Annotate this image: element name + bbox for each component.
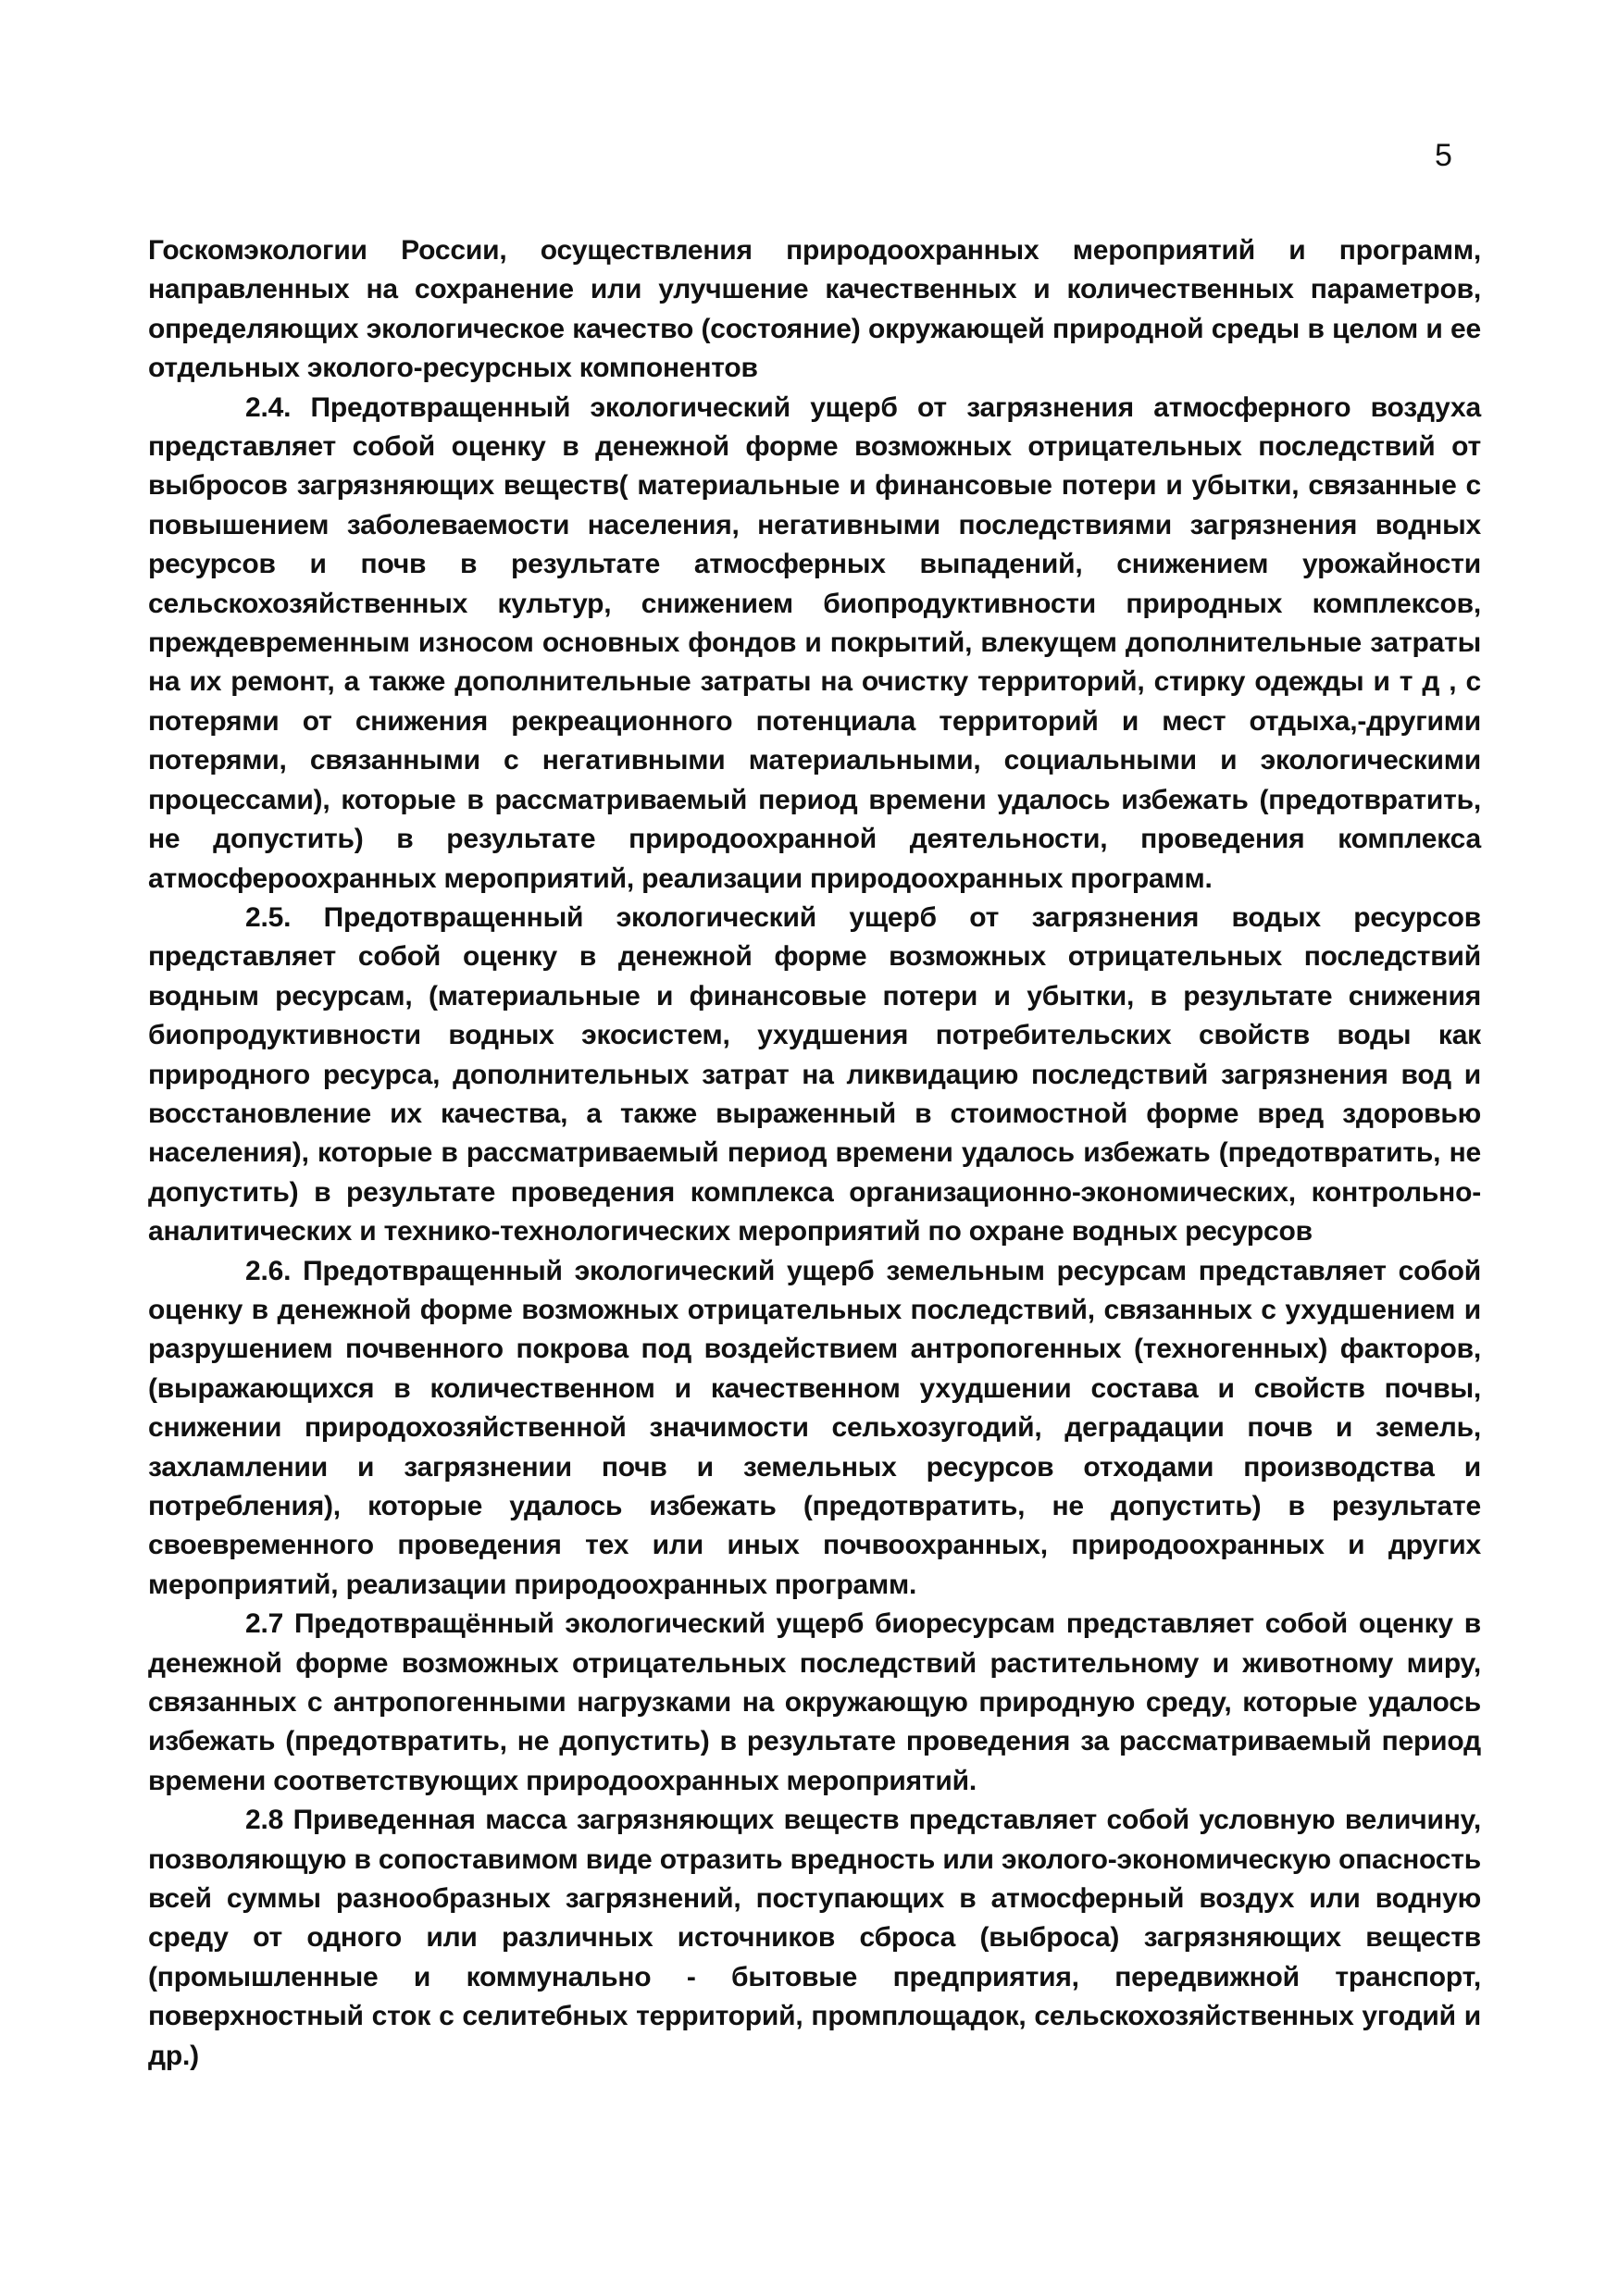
paragraph-intro: Госкомэкологии России, осуществления природоохранных мероприятий и программ, направленных на сохранение или улучшение качественных и количественных параметров, определяющих экологическое качество (состояние) окружающей природной среды в целом и ее отдельных эколого-ресурсных компонентов [148, 235, 1481, 384]
document-body [148, 231, 1481, 2076]
paragraph-2-5: 2.5. Предотвращенный экологический ущерб от загрязнения водых ресурсов представляет собой оценку в денежной форме возможных отрицательных последствий водным ресурсам, (материальные и финансовые потери и убытки, в результате снижения биопродуктивности водных экосистем, ухудшения потребительских свойств воды как природного ресурса, дополнительных затрат на ликвидацию последствий загрязнения вод и восстановление их качества, а также выраженный в стоимостной форме вред здоровью населения), которые в рассматриваемый период времени удалось избежать (предотвратить, не допустить) в результате проведения комплекса организационно-экономических, контрольно-аналитических и технико-технологических мероприятий по охране водных ресурсов [148, 901, 1481, 1247]
paragraph-2-4: 2.4. Предотвращенный экологический ущерб от загрязнения атмосферного воздуха представляет собой оценку в денежной форме возможных отрицательных последствий от выбросов загрязняющих веществ( материальные и финансовые потери и убытки, связанные с повышением заболеваемости населения, негативными последствиями загрязнения водных ресурсов и почв в результате атмосферных выпадений, снижением урожайности сельскохозяйственных культур, снижением биопродуктивности природных комплексов, преждевременным износом основных фондов и покрытий, влекущем дополнительные затраты на их ремонт, а также дополнительные затраты на очистку территорий, стирку одежды и т д , с потерями от снижения рекреационного потенциала территорий и мест отдыха,-другими потерями, связанными с негативными материальными, социальными и экологическими процессами), которые в рассматриваемый период времени удалось избежать (предотвратить, не допустить) в результате природоохранной деятельности, проведения комплекса атмосфероохранных мероприятий, реализации природоохранных программ. [148, 391, 1481, 894]
paragraph-2-7: 2.7 Предотвращённый экологический ущерб биоресурсам представляет собой оценку в денежной форме возможных отрицательных последствий растительному и животному миру, связанных с антропогенными нагрузками на окружающую природную среду, которые удалось избежать (предотвратить, не допустить) в результате проведения за рассматриваемый период времени соответствующих природоохранных мероприятий. [148, 1608, 1481, 1796]
page-number: 5 [1435, 138, 1452, 173]
paragraph-2-8: 2.8 Приведенная масса загрязняющих веществ представляет собой условную величину, позволяющую в сопоставимом виде отразить вредность или эколого-экономическую опасность всей суммы разнообразных загрязнений, поступающих в атмосферный воздух или водную среду от одного или различных источников сброса (выброса) загрязняющих веществ (промышленные и коммунально - бытовые предприятия, передвижной транспорт, поверхностный сток с селитебных территорий, промплощадок, сельскохозяйственных угодий и др.) [148, 1805, 1481, 2071]
paragraph-2-6: 2.6. Предотвращенный экологический ущерб земельным ресурсам представляет собой оценку в денежной форме возможных отрицательных последствий, связанных с ухудшением и разрушением почвенного покрова под воздействием антропогенных (техногенных) факторов, (выражающихся в количественном и качественном ухудшении состава и свойств почвы, снижении природохозяйственной значимости сельхозугодий, деградации почв и земель, захламлении и загрязнении почв и земельных ресурсов отходами производства и потребления), которые удалось избежать (предотвратить, не допустить) в результате своевременного проведения тех или иных почвоохранных, природоохранных и других мероприятий, реализации природоохранных программ. [148, 1255, 1481, 1600]
